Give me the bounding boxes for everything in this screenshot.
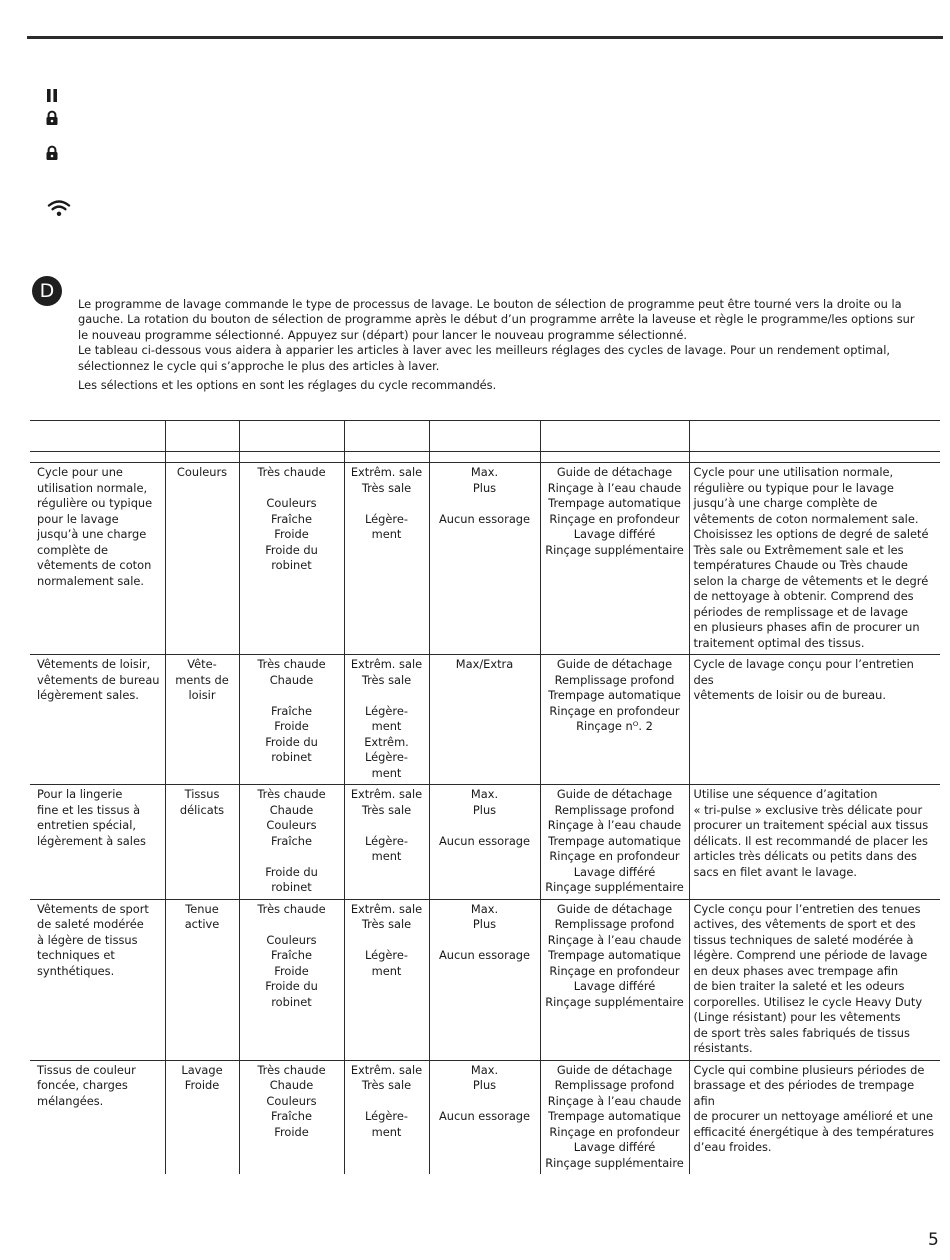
spin-cell: Max/Extra [429, 655, 540, 785]
lock-icon [44, 110, 60, 126]
table-header-cell [689, 421, 940, 452]
description-cell: Cycle conçu pour l’entretien des tenues actives, des vêtements de sport et des tissus techniques de saleté modérée à légère. Comprend une période de lavage en deux phases avec trempage afin de bien traiter la saleté et les odeurs corporelles. Utilisez le cycle Heavy Duty (Linge résistant) pour les vêtements de sport très sales fabriqués de tissus résistants. [689, 899, 940, 1060]
soil-cell: Extrêm. sale Très sale Légère- ment [344, 463, 429, 655]
page-number: 5 [928, 1230, 939, 1250]
articles-cell: Vêtements de sport de saleté modérée à légère de tissus techniques et synthétiques. [30, 899, 165, 1060]
intro-paragraph: Le programme de lavage commande le type de processus de lavage. Le bouton de sélection de programme peut être tourné vers la droite ou la gauche. La rotation du bouton de sélection de programme après le début d’un programme arrête la laveuse et règle le programme/les options sur le nouveau programme sélectionné. Appuyez sur (départ) pour lancer le nouveau programme sélectionné. [78, 297, 915, 342]
options-cell: Guide de détachage Remplissage profond Rinçage à l’eau chaude Trempage automatique Rinçage en profondeur Lavage différé Rinçage supplémentaire [540, 1060, 689, 1174]
articles-cell: Tissus de couleur foncée, charges mélangées. [30, 1060, 165, 1174]
soil-cell: Extrêm. sale Très sale Légère- ment [344, 1060, 429, 1174]
options-cell: Guide de détachage Remplissage profond Rinçage à l’eau chaude Trempage automatique Rinçage en profondeur Lavage différé Rinçage supplémentaire [540, 785, 689, 900]
options-cell: Guide de détachage Remplissage profond Rinçage à l’eau chaude Trempage automatique Rinçage en profondeur Lavage différé Rinçage supplémentaire [540, 899, 689, 1060]
description-cell: Cycle de lavage conçu pour l’entretien des vêtements de loisir ou de bureau. [689, 655, 940, 785]
temperature-cell: Très chaude Chaude Couleurs Fraîche Froide du robinet [239, 785, 344, 900]
temperature-cell: Très chaude Chaude Fraîche Froide Froide du robinet [239, 655, 344, 785]
description-cell: Cycle qui combine plusieurs périodes de brassage et des périodes de trempage afin de procurer un nettoyage amélioré et une efficacité énergétique à des températures d’eau froides. [689, 1060, 940, 1174]
table-header-cell [30, 421, 165, 452]
soil-cell: Extrêm. sale Très sale Légère- ment Extrêm. Légère- ment [344, 655, 429, 785]
temperature-cell: Très chaude Couleurs Fraîche Froide Froide du robinet [239, 463, 344, 655]
table-row [30, 1060, 940, 1174]
wifi-icon [47, 199, 71, 217]
table-header-row [30, 421, 940, 452]
description-cell: Cycle pour une utilisation normale, régulière ou typique pour le lavage jusqu’à une charge complète de vêtements de coton normalement sale. Choisissez les options de degré de saleté Très sale ou Extrêmement sale et les températures Chaude ou Très chaude selon la charge de vêtements et le degré de nettoyage à obtenir. Comprend des périodes de remplissage et de lavage en plusieurs phases afin de procurer un traitement optimal des tissus. [689, 463, 940, 655]
articles-cell: Cycle pour une utilisation normale, régulière ou typique pour le lavage jusqu’à une charge complète de vêtements de coton normalement sale. [30, 463, 165, 655]
intro-paragraph: Les sélections et les options en sont les réglages du cycle recommandés. [78, 378, 497, 393]
wash-cycle-table [30, 420, 940, 1174]
spin-cell: Max. Plus Aucun essorage [429, 1060, 540, 1174]
intro-paragraph: Le tableau ci-dessous vous aidera à apparier les articles à laver avec les meilleurs réglages des cycles de lavage. Pour un rendement optimal, sélectionnez le cycle qui s’approche le plus des articles à laver. [78, 343, 890, 373]
temperature-cell: Très chaude Chaude Couleurs Fraîche Froide [239, 1060, 344, 1174]
cycle-cell: Couleurs [165, 463, 239, 655]
soil-cell: Extrêm. sale Très sale Légère- ment [344, 899, 429, 1060]
table-row [30, 785, 940, 900]
options-cell: Guide de détachage Remplissage profond Trempage automatique Rinçage en profondeur Rinçage nᴼ. 2 [540, 655, 689, 785]
spin-cell: Max. Plus Aucun essorage [429, 785, 540, 900]
cycle-cell: Tissus délicats [165, 785, 239, 900]
table-header-cell [165, 421, 239, 452]
spin-cell: Max. Plus Aucun essorage [429, 463, 540, 655]
intro-text [78, 297, 938, 393]
pause-icon [44, 88, 60, 104]
table-row [30, 899, 940, 1060]
table-header-cell [429, 421, 540, 452]
table-row [30, 655, 940, 785]
cycle-cell: Lavage Froide [165, 1060, 239, 1174]
top-rule [27, 36, 943, 39]
soil-cell: Extrêm. sale Très sale Légère- ment [344, 785, 429, 900]
table-header-cell [540, 421, 689, 452]
lock-icon [44, 145, 60, 161]
cycle-cell: Vête- ments de loisir [165, 655, 239, 785]
table-spacer-row [30, 452, 940, 463]
temperature-cell: Très chaude Couleurs Fraîche Froide Froide du robinet [239, 899, 344, 1060]
table-header-cell [239, 421, 344, 452]
spin-cell: Max. Plus Aucun essorage [429, 899, 540, 1060]
table-header-cell [344, 421, 429, 452]
cycle-cell: Tenue active [165, 899, 239, 1060]
section-badge: D [32, 276, 62, 306]
options-cell: Guide de détachage Rinçage à l’eau chaude Trempage automatique Rinçage en profondeur Lavage différé Rinçage supplémentaire [540, 463, 689, 655]
table-row [30, 463, 940, 655]
articles-cell: Vêtements de loisir, vêtements de bureau légèrement sales. [30, 655, 165, 785]
description-cell: Utilise une séquence d’agitation « tri-pulse » exclusive très délicate pour procurer un traitement spécial aux tissus délicats. Il est recommandé de placer les articles très délicats ou petits dans des sacs en filet avant le lavage. [689, 785, 940, 900]
articles-cell: Pour la lingerie fine et les tissus à entretien spécial, légèrement à sales [30, 785, 165, 900]
